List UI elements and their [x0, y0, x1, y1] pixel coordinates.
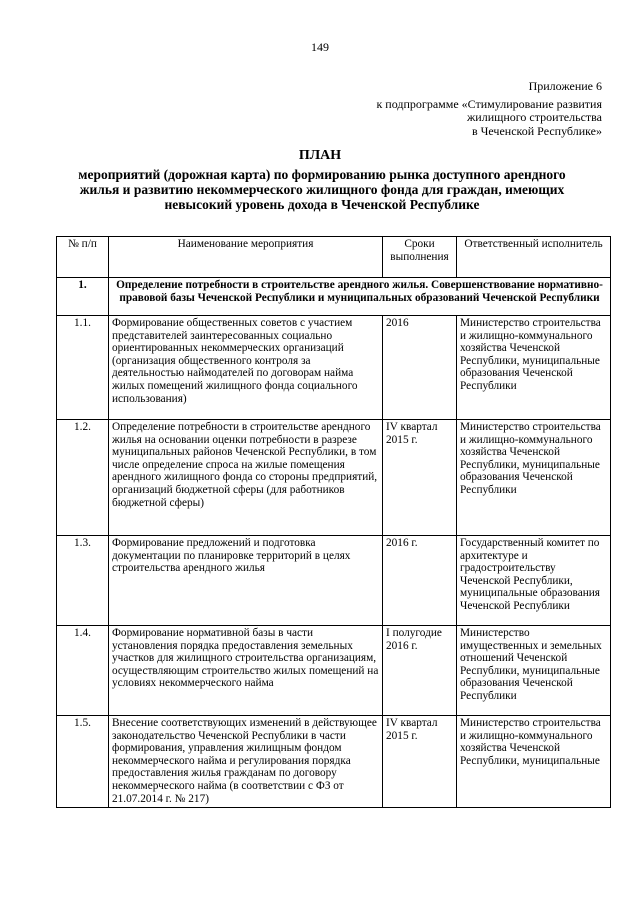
table-row [57, 420, 611, 536]
table-header-row [57, 237, 611, 278]
header-num: № п/п [57, 237, 109, 278]
appendix-line-3: жилищного строительства [467, 110, 602, 124]
row-num: 1.4. [57, 626, 109, 716]
row-term: I полугодие 2016 г. [383, 626, 457, 716]
row-name: Формирование нормативной базы в части установления порядка предоставления земельных участков для жилищного строительства организациям, осуществляющим строительство жилых помещений на условиях некоммерческого найма [109, 626, 383, 716]
document-subtitle: мероприятий (дорожная карта) по формированию рынка доступного арендного жилья и развитию некоммерческого жилищного фонда для граждан, имеющих невысокий уровень дохода в Чеченской Республике [78, 167, 566, 212]
row-responsible: Государственный комитет по архитектуре и градостроительству Чеченской Республики, муниципальные образования Чеченской Республики [457, 536, 611, 626]
table-row [57, 316, 611, 420]
appendix-line-1: Приложение 6 [528, 79, 602, 93]
row-term: IV квартал 2015 г. [383, 716, 457, 808]
row-term: IV квартал 2015 г. [383, 420, 457, 536]
header-term: Сроки выполнения [383, 237, 457, 278]
plan-table [56, 236, 611, 808]
table-row [57, 626, 611, 716]
section-num: 1. [57, 278, 109, 316]
row-responsible: Министерство строительства и жилищно-коммунального хозяйства Чеченской Республики, муниципальные образования Чеченской Республики [457, 420, 611, 536]
row-responsible: Министерство строительства и жилищно-коммунального хозяйства Чеченской Республики, муниципальные образования Чеченской Республики [457, 316, 611, 420]
header-responsible: Ответственный исполнитель [457, 237, 611, 278]
row-term: 2016 г. [383, 536, 457, 626]
row-num: 1.3. [57, 536, 109, 626]
header-name: Наименование мероприятия [109, 237, 383, 278]
table-row [57, 536, 611, 626]
row-term: 2016 [383, 316, 457, 420]
row-responsible: Министерство строительства и жилищно-коммунального хозяйства Чеченской Республики, муниципальные [457, 716, 611, 808]
appendix-line-4: в Чеченской Республике» [471, 123, 602, 138]
table-row [57, 716, 611, 808]
section-row [57, 278, 611, 316]
row-name: Формирование предложений и подготовка документации по планировке территорий в целях строительства арендного жилья [109, 536, 383, 626]
appendix-line-2: к подпрограмме «Стимулирование развития [376, 96, 602, 111]
row-name: Внесение соответствующих изменений в действующее законодательство Чеченской Республики в части формирования, управления жилищным фондом некоммерческого найма и регулирования порядка предоставления жилья гражданам по договору некоммерческого найма (в соответствии с ФЗ от 21.07.2014 г. № 217) [109, 716, 383, 808]
document-title: ПЛАН [298, 148, 342, 163]
page-number: 149 [311, 40, 329, 54]
row-name: Формирование общественных советов с участием представителей заинтересованных социально ориентированных некоммерческих организаций (организация общественного контроля за деятельностью наймодателей по договорам найма жилых помещений жилищного фонда социального использования) [109, 316, 383, 420]
appendix-block [302, 80, 602, 138]
row-num: 1.2. [57, 420, 109, 536]
row-responsible: Министерство имущественных и земельных отношений Чеченской Республики, муниципальные образования Чеченской Республики [457, 626, 611, 716]
row-num: 1.1. [57, 316, 109, 420]
row-num: 1.5. [57, 716, 109, 808]
row-name: Определение потребности в строительстве арендного жилья на основании оценки потребности в разрезе муниципальных районов Чеченской Республики, в том числе определение спроса на жилые помещения арендного жилищного фонда со стороны предприятий, организаций бюджетной сферы (для работников бюджетной сферы) [109, 420, 383, 536]
section-title: Определение потребности в строительстве арендного жилья. Совершенствование нормативно-правовой базы Чеченской Республики и муниципальных образований Чеченской Республики [109, 278, 611, 316]
